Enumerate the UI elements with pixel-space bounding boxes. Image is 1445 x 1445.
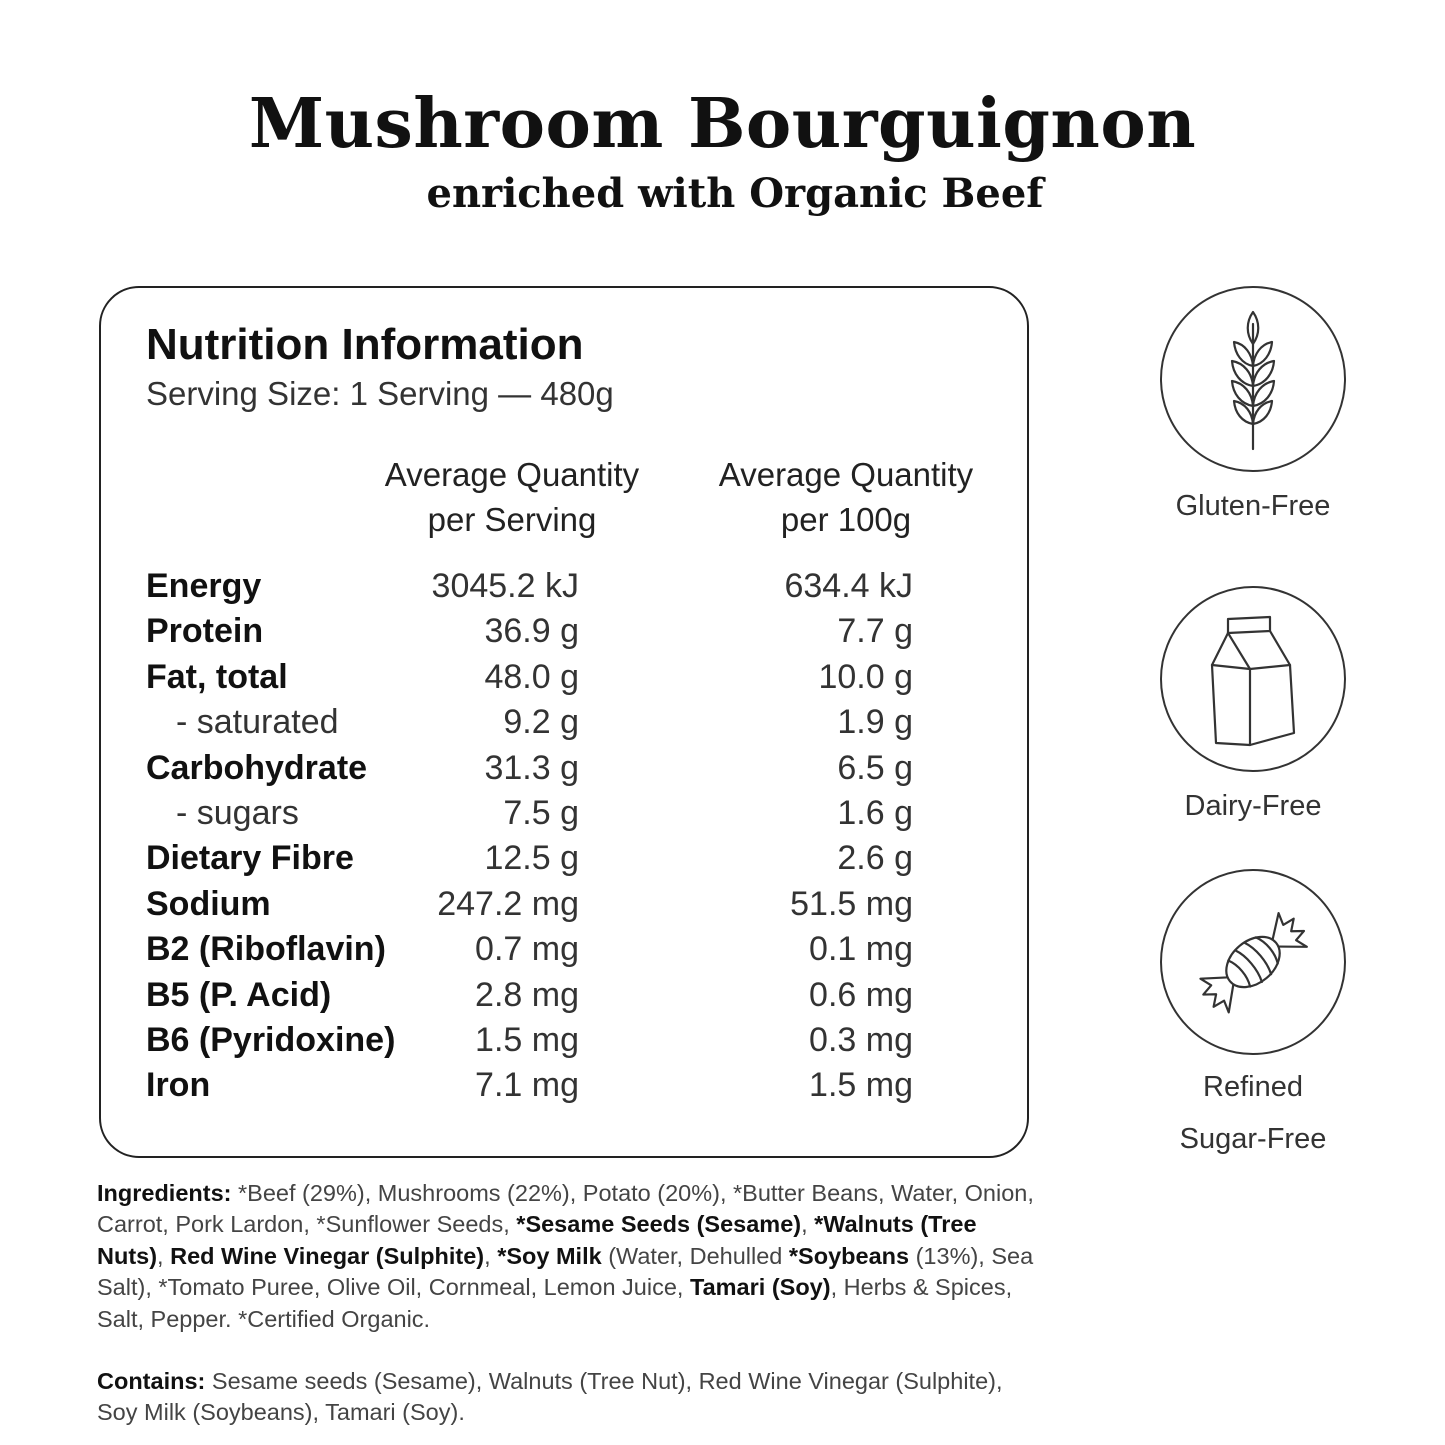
- ingredients-segment: ,: [484, 1242, 498, 1269]
- per-serving-value: 31.3 g: [484, 748, 579, 787]
- per-100g-value: 6.5 g: [837, 748, 913, 787]
- badge-circle: [1160, 869, 1346, 1055]
- nutrient-label: B6 (Pyridoxine): [146, 1020, 396, 1059]
- contains-text: [97, 1366, 1047, 1429]
- badge-label-line: Sugar-Free: [1179, 1123, 1327, 1155]
- ingredients-text: [97, 1178, 1047, 1335]
- per-serving-value: 3045.2 kJ: [431, 567, 579, 605]
- contains-list: Sesame seeds (Sesame), Walnuts (Tree Nut), Red Wine Vinegar (Sulphite), Soy Milk (Soybeans), Tamari (Soy).: [97, 1368, 1003, 1426]
- column-header-line: Average Quantity: [718, 456, 974, 493]
- per-100g-value: 0.3 mg: [809, 1020, 913, 1059]
- table-row: [146, 1063, 926, 1108]
- per-100g-value: 1.9 g: [837, 703, 913, 742]
- table-row: [146, 700, 926, 745]
- per-serving-value: 36.9 g: [484, 612, 579, 651]
- per-serving-value: 7.5 g: [503, 793, 579, 832]
- sugar-free-badge: [1160, 869, 1346, 1155]
- nutrient-label: Fat, total: [146, 657, 288, 696]
- allergen-highlight: Tamari (Soy): [689, 1274, 831, 1301]
- allergen-highlight: Red Wine Vinegar (Sulphite): [170, 1242, 485, 1269]
- per-100g-value: 1.5 mg: [809, 1066, 913, 1105]
- per-serving-value: 1.5 mg: [475, 1020, 579, 1059]
- per-serving-value: 9.2 g: [503, 703, 579, 742]
- ingredients-segment: , Herbs & Spices, Salt, Pepper. *Certified Organic.: [97, 1274, 1013, 1332]
- column-header-line: per Serving: [427, 501, 597, 538]
- ingredients-segment: (Water, Dehulled: [601, 1242, 789, 1269]
- table-row: [146, 927, 926, 972]
- nutrient-sublabel: - saturated: [176, 703, 339, 742]
- ingredients-segment: ,: [157, 1242, 171, 1269]
- milk-carton-icon: [1198, 609, 1308, 749]
- column-header-per-serving: [332, 452, 692, 542]
- column-header-line: per 100g: [780, 501, 912, 538]
- per-100g-value: 10.0 g: [818, 657, 913, 696]
- serving-size: Serving Size: 1 Serving — 480g: [146, 375, 614, 412]
- per-serving-value: 7.1 mg: [475, 1066, 579, 1105]
- per-100g-value: 7.7 g: [837, 612, 913, 651]
- per-100g-value: 0.6 mg: [809, 975, 913, 1014]
- per-100g-value: 0.1 mg: [809, 930, 913, 969]
- badge-label: Gluten-Free: [1175, 490, 1331, 522]
- nutrition-title: Nutrition Information: [146, 320, 584, 369]
- nutrient-label: Sodium: [146, 884, 271, 923]
- allergen-highlight: *Walnuts (Tree Nuts): [97, 1211, 977, 1269]
- per-100g-value: 634.4 kJ: [784, 567, 913, 605]
- table-row: [146, 973, 926, 1018]
- table-row: [146, 746, 926, 791]
- per-serving-value: 247.2 mg: [437, 884, 579, 923]
- ingredients-segment: (13%), Sea Salt), *Tomato Puree, Olive Oil, Cornmeal, Lemon Juice,: [97, 1242, 1034, 1301]
- table-row: [146, 882, 926, 927]
- product-title: Mushroom Bourguignon: [248, 84, 1197, 164]
- nutrient-label: B5 (P. Acid): [146, 975, 332, 1014]
- badge-circle: [1160, 286, 1346, 472]
- badge-label-line: Refined: [1203, 1071, 1303, 1103]
- gluten-free-badge: [1160, 286, 1346, 522]
- per-serving-value: 0.7 mg: [475, 930, 579, 969]
- allergen-highlight: *Soybeans: [788, 1242, 910, 1269]
- table-row: [146, 564, 926, 609]
- per-serving-value: 12.5 g: [484, 839, 579, 878]
- column-header-per-100g: [666, 452, 1026, 542]
- allergen-highlight: *Sesame Seeds (Sesame): [516, 1211, 802, 1238]
- nutrient-label: Protein: [146, 612, 264, 651]
- per-100g-value: 2.6 g: [837, 839, 913, 878]
- badge-circle: [1160, 586, 1346, 772]
- ingredients-segment: ,: [801, 1211, 815, 1238]
- badge-label: [1120, 1067, 1386, 1159]
- per-serving-value: 48.0 g: [484, 657, 579, 696]
- allergen-highlight: *Soy Milk: [497, 1242, 602, 1269]
- table-row: [146, 1018, 926, 1063]
- per-100g-value: 51.5 mg: [790, 884, 913, 923]
- candy-icon: [1188, 897, 1318, 1027]
- ingredients-segment: *Beef (29%), Mushrooms (22%), Potato (20%), *Butter Beans, Water, Onion, Carrot, Pork Lardon, *Sunflower Seeds,: [97, 1180, 1034, 1238]
- nutrient-label: Iron: [146, 1066, 211, 1105]
- column-header-line: Average Quantity: [384, 456, 640, 493]
- nutrient-label: Carbohydrate: [146, 748, 368, 787]
- per-serving-value: 2.8 mg: [475, 975, 579, 1014]
- badge-label: Dairy-Free: [1184, 790, 1322, 822]
- nutrition-table: [146, 564, 926, 1109]
- nutrient-label: B2 (Riboflavin): [146, 930, 386, 969]
- contains-label: Contains:: [97, 1368, 206, 1394]
- dairy-free-badge: [1160, 586, 1346, 822]
- table-row: [146, 655, 926, 700]
- ingredients-label: Ingredients:: [97, 1180, 232, 1206]
- product-subtitle: enriched with Organic Beef: [426, 170, 1044, 217]
- table-row: [146, 836, 926, 881]
- nutrient-label: Dietary Fibre: [146, 839, 354, 878]
- per-100g-value: 1.6 g: [837, 793, 913, 832]
- nutrient-label: Energy: [146, 567, 262, 605]
- wheat-icon: [1208, 304, 1298, 454]
- table-row: [146, 609, 926, 654]
- nutrient-sublabel: - sugars: [176, 793, 299, 832]
- table-row: [146, 791, 926, 836]
